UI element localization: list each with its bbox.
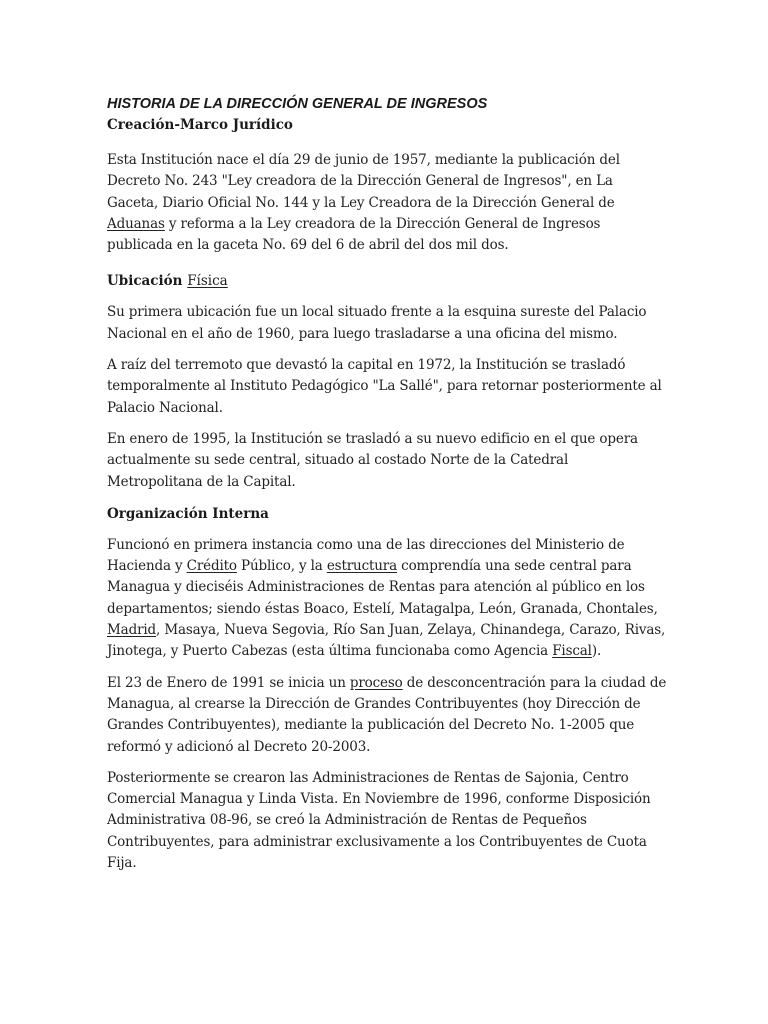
heading-ubicacion [107, 270, 667, 292]
heading-organizacion: Organización Interna [107, 505, 269, 522]
link-aduanas[interactable]: Aduanas [107, 215, 165, 232]
link-proceso[interactable]: proceso [349, 674, 403, 691]
paragraph-earthquake: A raíz del terremoto que devastó la capital en 1972, la Institución se trasladó temporalmente al Instituto Pedagógico "La Sallé", para retornar posteriormente al Palacio Nacional. [107, 357, 662, 416]
link-fiscal[interactable]: Fiscal [552, 643, 592, 660]
link-credito[interactable]: Crédito [186, 558, 237, 575]
document-subtitle: Creación-Marco Jurídico [107, 117, 293, 133]
paragraph-text: Funcionó en primera instancia como una de las direcciones del Ministerio de Hacienda y [107, 536, 625, 575]
paragraph-deconcentration [107, 673, 667, 758]
document-title: HISTORIA DE LA DIRECCIÓN GENERAL DE INGRESOS [107, 96, 488, 112]
paragraph-organization [107, 535, 667, 663]
paragraph-text: Esta Institución nace el día 29 de junio de 1957, mediante la publicación del Decreto No. 243 "Ley creadora de la Dirección General de Ingresos", en La Gaceta, Diario Oficial No. 144 y la Ley Creadora de la Dirección General de [107, 152, 620, 211]
paragraph-first-location: Su primera ubicación fue un local situado frente a la esquina sureste del Palacio Nacional en el año de 1960, para luego trasladarse a una oficina del mismo. [107, 304, 647, 342]
link-madrid[interactable]: Madrid [107, 622, 157, 639]
link-estructura[interactable]: estructura [326, 558, 398, 575]
paragraph-text: comprendía una sede central para Managua y dieciséis Administraciones de Rentas para atención al público en los departamentos; siendo éstas Boaco, Estelí, Matagalpa, León, Granada, Chontales, [107, 558, 658, 617]
link-fisica[interactable]: Física [187, 273, 228, 290]
paragraph-text: El 23 de Enero de 1991 se inicia un [107, 674, 350, 691]
paragraph-text: Público, y la [236, 558, 327, 575]
paragraph-text: ). [591, 643, 602, 660]
paragraph-administrations: Posteriormente se crearon las Administraciones de Rentas de Sajonia, Centro Comercial Managua y Linda Vista. En Noviembre de 1996, conforme Disposición Administrativa 08-96, se creó la Administración de Rentas de Pequeños Contribuyentes, para administrar exclusivamente a los Contribuyentes de Cuota Fija. [107, 769, 651, 872]
heading-text: Ubicación [107, 273, 188, 290]
paragraph-new-building: En enero de 1995, la Institución se trasladó a su nuevo edificio en el que opera actualmente su sede central, situado al costado Norte de la Catedral Metropolitana de la Capital. [107, 430, 638, 490]
paragraph-text: y reforma a la Ley creadora de la Dirección General de Ingresos publicada en la gaceta No. 69 del 6 de abril del dos mil dos. [107, 215, 601, 254]
paragraph-text: , Masaya, Nueva Segovia, Río San Juan, Zelaya, Chinandega, Carazo, Rivas, Jinotega, y Puerto Cabezas (esta última funcionaba como Agencia [107, 622, 666, 660]
document-page [107, 94, 667, 874]
paragraph-creation [107, 150, 667, 256]
paragraph-text: de desconcentración para la ciudad de Managua, al crearse la Dirección de Grandes Contribuyentes (hoy Dirección de Grandes Contribuyentes), mediante la publicación del Decreto No. 1-2005 que reformó y adicionó al Decreto 20-2003. [107, 674, 667, 755]
